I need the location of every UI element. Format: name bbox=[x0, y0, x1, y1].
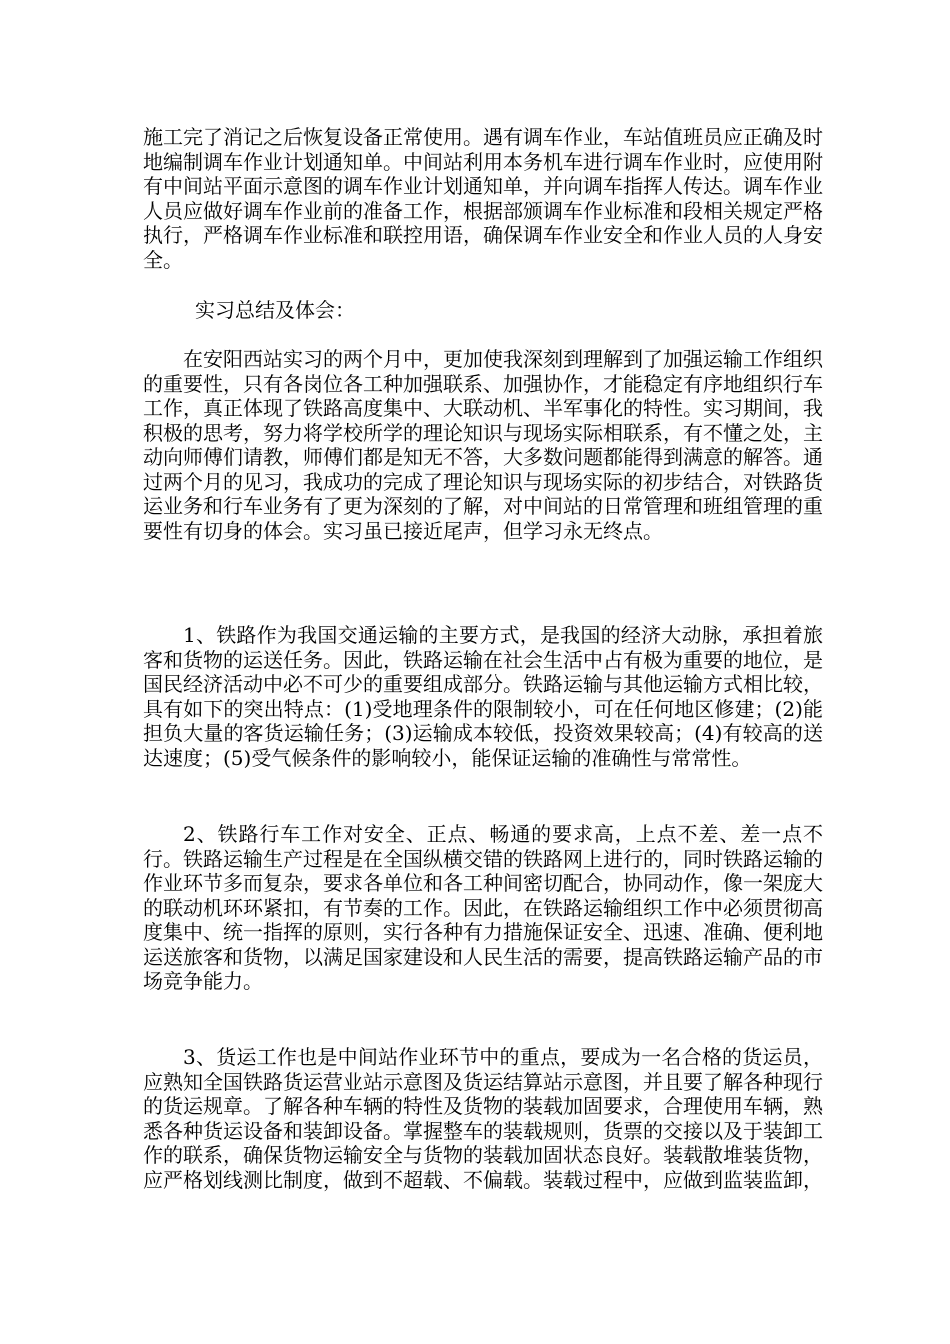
paragraph-point-1 bbox=[143, 623, 823, 770]
paragraph-text: 1、铁路作为我国交通运输的主要方式，是我国的经济大动脉，承担着旅客和货物的运送任务。因此，铁路运输在社会生活中占有极为重要的地位，是国民经济活动中必不可少的重要组成部分。铁路运输与其他运输方式相比较，具有如下的突出特点：(1)受地理条件的限制较小，可在任何地区修建；(2)能担负大量的客货运输任务；(3)运输成本较低，投资效果较高；(4)有较高的送达速度；(5)受气候条件的影响较小，能保证运输的准确性与常常性。 bbox=[143, 623, 823, 770]
paragraph-continuation bbox=[143, 125, 823, 272]
paragraph-text: 2、铁路行车工作对安全、正点、畅通的要求高，上点不差、差一点不行。铁路运输生产过程是在全国纵横交错的铁路网上进行的，同时铁路运输的作业环节多而复杂，要求各单位和各工种间密切配合，协同动作，像一架庞大的联动机环环紧扣，有节奏的工作。因此，在铁路运输组织工作中必须贯彻高度集中、统一指挥的原则，实行各种有力措施保证安全、迅速、准确、便利地运送旅客和货物，以满足国家建设和人民生活的需要，提高铁路运输产品的市场竞争能力。 bbox=[143, 822, 823, 993]
paragraph-text: 在安阳西站实习的两个月中，更加使我深刻到理解到了加强运输工作组织的重要性，只有各岗位各工种加强联系、加强协作，才能稳定有序地组织行车工作，真正体现了铁路高度集中、大联动机、半军事化的特性。实习期间，我积极的思考，努力将学校所学的理论知识与现场实际相联系，有不懂之处，主动向师傅们请教，师傅们都是知无不答，大多数问题都能得到满意的解答。通过两个月的见习，我成功的完成了理论知识与现场实际的初步结合，对铁路货运业务和行车业务有了更为深刻的了解，对中间站的日常管理和班组管理的重要性有切身的体会。实习虽已接近尾声，但学习永无终点。 bbox=[143, 347, 823, 543]
heading-text: 实习总结及体会： bbox=[195, 298, 355, 322]
paragraph-point-3 bbox=[143, 1045, 823, 1192]
paragraph-summary bbox=[143, 347, 823, 543]
paragraph-point-2 bbox=[143, 822, 823, 994]
paragraph-text: 施工完了消记之后恢复设备正常使用。遇有调车作业，车站值班员应正确及时地编制调车作业计划通知单。中间站利用本务机车进行调车作业时，应使用附有中间站平面示意图的调车作业计划通知单，并向调车指挥人传达。调车作业人员应做好调车作业前的准备工作，根据部颁调车作业标准和段相关规定严格执行，严格调车作业标准和联控用语，确保调车作业安全和作业人员的人身安全。 bbox=[143, 125, 823, 272]
section-heading bbox=[143, 298, 823, 323]
paragraph-text: 3、货运工作也是中间站作业环节中的重点，要成为一名合格的货运员，应熟知全国铁路货运营业站示意图及货运结算站示意图，并且要了解各种现行的货运规章。了解各种车辆的特性及货物的装载加固要求，合理使用车辆，熟悉各种货运设备和装卸设备。掌握整车的装载规则，货票的交接以及于装卸工作的联系，确保货物运输安全与货物的装载加固状态良好。装载散堆装货物，应严格划线测比制度，做到不超载、不偏载。装载过程中，应做到监装监卸， bbox=[143, 1045, 823, 1192]
